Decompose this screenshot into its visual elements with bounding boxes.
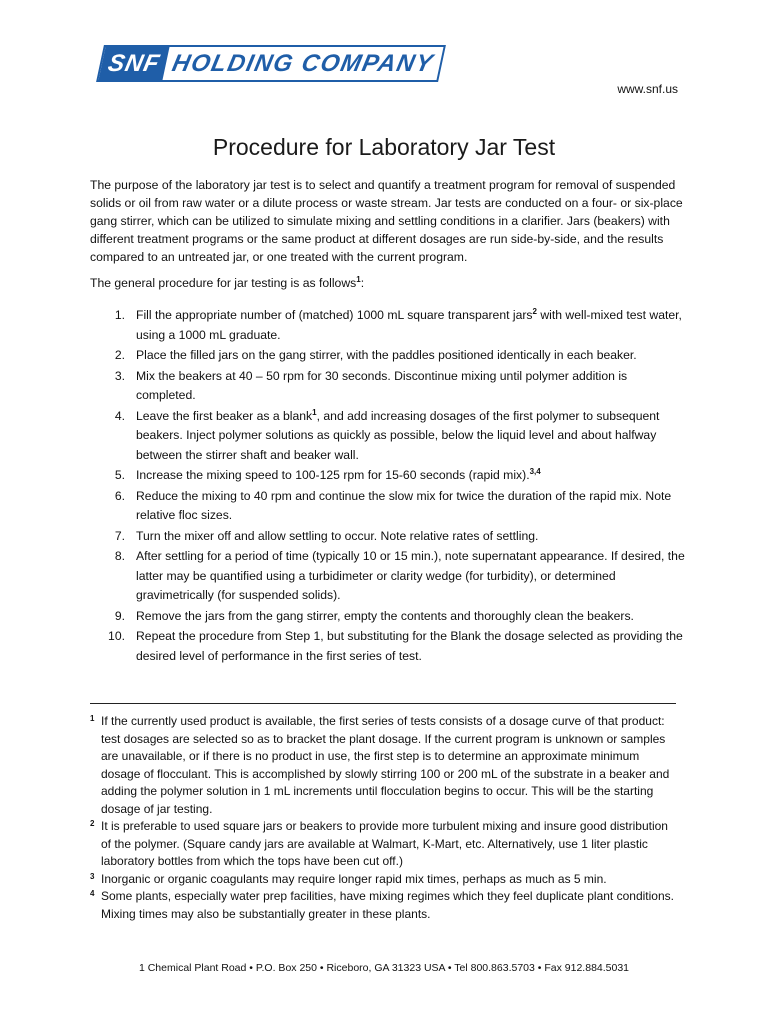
- step-number: 9.: [114, 608, 125, 623]
- logo-company-name: HOLDING COMPANY: [169, 49, 437, 77]
- step-text-a: Reduce the mixing to 40 rpm and continue the slow mix for twice the duration of the rapid mix. Note relative floc sizes.: [136, 488, 672, 522]
- step-item: [90, 527, 690, 547]
- step-text-a: Increase the mixing speed to 100-125 rpm for 15-60 seconds (rapid mix).: [136, 468, 530, 482]
- logo-snf-text: SNF: [98, 47, 169, 80]
- step-text-b: , and add increasing dosages of the first polymer to subsequent beakers. Inject polymer solutions as quickly as possible, below the liquid level and about halfway between the stirrer shaft and beaker wall.: [136, 408, 660, 462]
- footnote-ref: 1: [312, 407, 317, 417]
- step-number: 2.: [114, 348, 125, 362]
- step-text-b: with well-mixed test water, using a 1000 mL graduate.: [136, 308, 682, 342]
- footnote-text: Some plants, especially water prep facilities, have mixing regimes which they feel duplicate plant conditions. Mixing times may also be substantially greater in these plants.: [101, 889, 674, 921]
- step-text: [136, 367, 690, 406]
- step-item: [90, 306, 690, 345]
- general-text: The general procedure for jar testing is as follows: [90, 276, 357, 290]
- step-text: [136, 346, 690, 366]
- footnote-text: Inorganic or organic coagulants may require longer rapid mix times, perhaps as much as 5 min.: [101, 871, 607, 886]
- step-text: [136, 527, 690, 547]
- footnote-mark: 2: [90, 819, 95, 828]
- step-text-a: Turn the mixer off and allow settling to occur. Note relative rates of settling.: [136, 528, 539, 543]
- footnote-item: [90, 888, 680, 923]
- footnote-item: [90, 713, 680, 818]
- step-number: 7.: [114, 528, 125, 543]
- step-item: [90, 547, 690, 606]
- step-number: 3.: [114, 368, 125, 383]
- procedure-steps: [90, 306, 690, 667]
- step-text: [136, 466, 690, 486]
- step-text: [136, 547, 690, 606]
- footnote-text: If the currently used product is available, the first series of tests consists of a dosage curve of that product: test dosages are selected so as to bracket the plant dosage. If the current program is unknown or samples are unavailable, or if there is no product in use, the first step is to determine an approximate minimum dosage of flocculant. This is accomplished by slowly stirring 100 or 200 mL of the substrate in a beaker and adding the polymer solution in 1 mL increments until flocculation begins to occur. This will be the starting dosage of jar testing.: [101, 714, 670, 816]
- intro-paragraph: The purpose of the laboratory jar test is to select and quantify a treatment program for removal of suspended solids or oil from raw water or a dilute process or waste stream. Jar tests are conducted on a four- or six-place gang stirrer, which can be utilized to simulate mixing and settling conditions in a clarifier. Jars (beakers) with different treatment programs or the same product at different dosages are run side-by-side, and the results compared to an untreated jar, or one treated with the current program.: [90, 178, 683, 264]
- step-text-a: Fill the appropriate number of (matched) 1000 mL square transparent jars: [136, 308, 533, 322]
- step-text-a: After settling for a period of time (typically 10 or 15 min.), note supernatant appearance. If desired, the latter may be quantified using a turbidimeter or clarity wedge (for turbidity), or determined gravimetrically (for suspended solids).: [136, 549, 685, 602]
- step-item: [90, 487, 690, 526]
- step-number: 6.: [114, 488, 125, 503]
- general-procedure-intro: [90, 276, 364, 290]
- step-item: [90, 607, 690, 627]
- step-text-a: Leave the first beaker as a blank: [136, 408, 313, 423]
- step-item: [90, 627, 690, 666]
- footnote-mark: 4: [90, 889, 95, 898]
- step-number: 5.: [114, 468, 125, 482]
- page-footer-address: 1 Chemical Plant Road • P.O. Box 250 • Riceboro, GA 31323 USA • Tel 800.863.5703 • Fax 912.884.5031: [138, 962, 630, 974]
- footnote-ref: 3,4: [529, 466, 541, 476]
- step-text: [136, 607, 690, 627]
- step-item: [90, 407, 690, 466]
- step-text: [136, 306, 690, 345]
- step-text-a: Mix the beakers at 40 – 50 rpm for 30 seconds. Discontinue mixing until polymer addition is completed.: [136, 368, 628, 402]
- step-number: 10.: [108, 629, 125, 643]
- step-item: [90, 346, 690, 366]
- footnote-text: It is preferable to used square jars or beakers to provide more turbulent mixing and insure good distribution of the polymer. (Square candy jars are available at Walmart, K-Mart, etc. Alternatively, use 1 liter plastic laboratory bottles from which the tops have been cut off.): [101, 819, 668, 868]
- step-text: [136, 407, 690, 466]
- step-text: [136, 627, 690, 666]
- footnotes: [90, 713, 680, 923]
- step-text-a: Remove the jars from the gang stirrer, empty the contents and thoroughly clean the beakers.: [136, 608, 634, 623]
- step-text-a: Place the filled jars on the gang stirrer, with the paddles positioned identically in each beaker.: [136, 348, 637, 362]
- company-logo: [96, 45, 446, 82]
- footnote-item: [90, 871, 680, 889]
- general-tail: :: [360, 276, 365, 290]
- footnote-ref: 1: [356, 274, 361, 284]
- website-url[interactable]: www.snf.us: [617, 82, 678, 96]
- step-item: [90, 367, 690, 406]
- step-text-a: Repeat the procedure from Step 1, but substituting for the Blank the dosage selected as providing the desired level of performance in the first series of test.: [136, 629, 683, 663]
- step-number: 8.: [114, 549, 125, 563]
- step-number: 1.: [114, 308, 125, 322]
- step-number: 4.: [114, 408, 125, 423]
- footnote-ref: 2: [532, 306, 537, 316]
- footnote-item: [90, 818, 680, 871]
- footnote-mark: 1: [90, 714, 95, 723]
- footnote-divider: [90, 703, 676, 704]
- step-text: [136, 487, 690, 526]
- step-item: [90, 466, 690, 486]
- page-title: Procedure for Laboratory Jar Test: [212, 134, 556, 160]
- footnote-mark: 3: [90, 871, 95, 881]
